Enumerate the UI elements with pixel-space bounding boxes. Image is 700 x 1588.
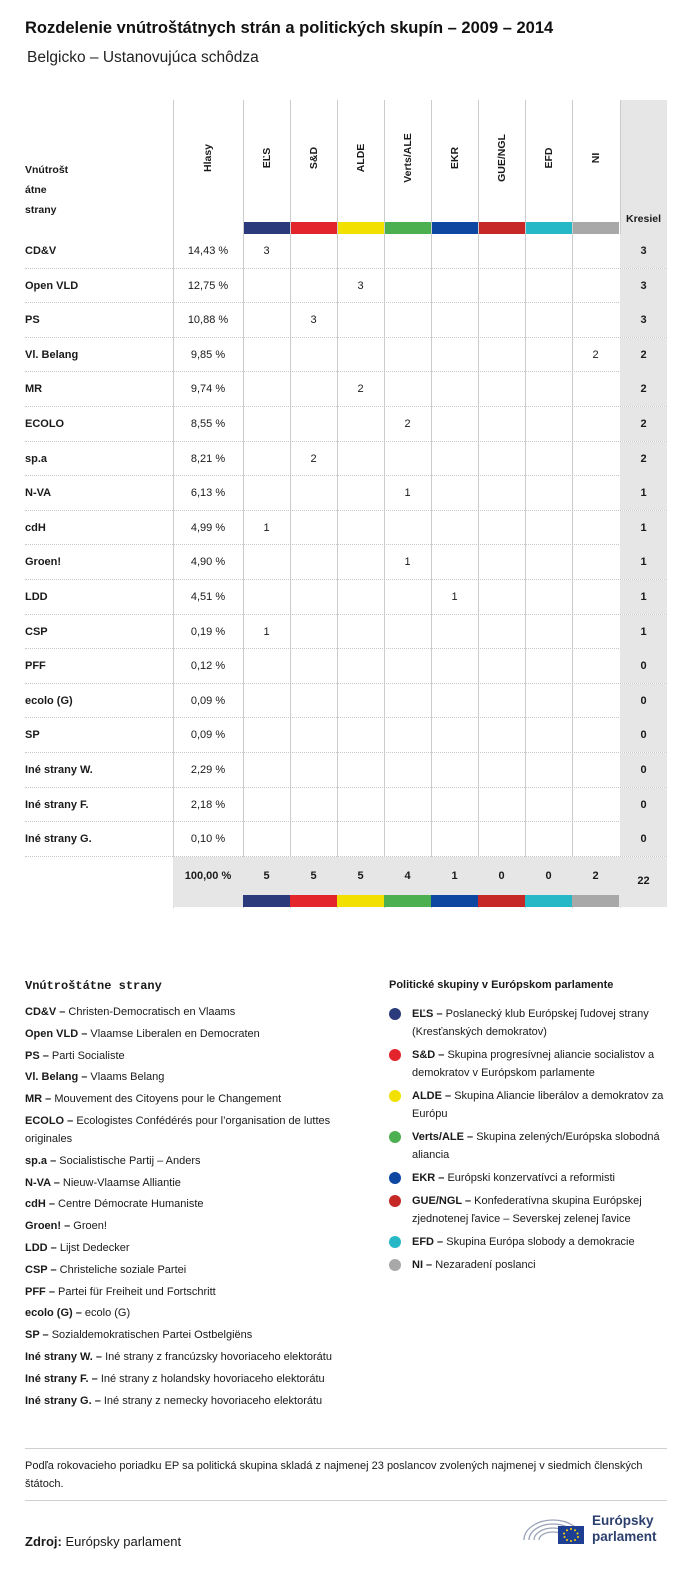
party-full-name: Parti Socialiste (51, 1049, 125, 1062)
seat-total: 0 (620, 718, 667, 752)
seat-total: 0 (620, 649, 667, 683)
group-legend-item (389, 1256, 679, 1274)
seat-cell: 2 (310, 452, 317, 465)
table-row (25, 511, 667, 546)
group-seat-total: 2 (592, 870, 599, 882)
parliament-hemicycle-icon (520, 1510, 586, 1550)
group-seat-total: 5 (357, 870, 364, 882)
group-column-header: GUE/NGL (495, 134, 508, 182)
party-name: ECOLO (25, 417, 65, 430)
party-full-name: Vlaams Belang (90, 1071, 165, 1084)
group-legend-item (389, 1128, 679, 1164)
group-abbr: EFD – (412, 1236, 444, 1248)
group-color-bar (243, 895, 290, 907)
vote-share: 14,43 % (187, 245, 229, 257)
vote-share: 12,75 % (187, 279, 229, 292)
ep-logo (520, 1510, 680, 1550)
group-legend-item (389, 1169, 679, 1187)
group-color-bar (290, 895, 337, 907)
party-name: sp.a (25, 452, 48, 465)
party-legend-item (25, 1239, 365, 1257)
party-full-name: Ecologistes Confédérés pour l’organisation de luttes originales (25, 1114, 331, 1145)
divider (25, 1500, 667, 1501)
seat-cell: 1 (451, 590, 458, 603)
groups-legend-heading: Politické skupiny v Európskom parlamente (389, 979, 614, 991)
group-abbr: EĽS – (412, 1008, 443, 1020)
party-name: PS (25, 314, 40, 327)
group-seat-total: 4 (404, 870, 411, 882)
table-row (25, 372, 667, 407)
group-color-bar (337, 222, 384, 234)
party-name: CD&V (25, 245, 57, 257)
ep-logo-text: Európsky parlament (592, 1513, 657, 1544)
group-full-name: Skupina zelených/Európska slobodná aliancia (412, 1131, 660, 1161)
group-color-bar (384, 895, 431, 907)
group-seat-total: 0 (545, 870, 552, 882)
party-abbr: PS – (25, 1049, 49, 1062)
group-color-dot-icon (389, 1049, 401, 1061)
vote-share: 4,90 % (190, 556, 226, 569)
party-legend-item (25, 1326, 365, 1344)
party-name: Vl. Belang (25, 348, 79, 361)
party-full-name: Socialistische Partij – Anders (59, 1154, 201, 1167)
group-column-header: Verts/ALE (401, 133, 414, 183)
seat-cell: 2 (404, 417, 411, 430)
group-color-dot-icon (389, 1008, 401, 1020)
seat-total: 0 (620, 753, 667, 787)
vote-share: 0,10 % (190, 833, 226, 846)
party-abbr: Iné strany F. – (25, 1372, 98, 1385)
group-abbr: EKR – (412, 1172, 445, 1184)
seat-total: 1 (620, 580, 667, 614)
party-full-name: Iné strany z nemecky hovoriaceho elektorátu (103, 1394, 323, 1407)
vote-share: 9,74 % (190, 383, 226, 396)
party-full-name: ecolo (G) (84, 1307, 131, 1320)
page-title: Rozdelenie vnútroštátnych strán a politických skupín – 2009 – 2014 (25, 19, 554, 37)
party-legend-item (25, 1090, 365, 1108)
group-seat-total: 5 (263, 870, 270, 882)
vote-share: 10,88 % (187, 314, 229, 327)
table-row (25, 649, 667, 684)
party-full-name: Christeliche soziale Partei (59, 1263, 187, 1276)
seat-total: 2 (620, 338, 667, 372)
party-abbr: LDD – (25, 1241, 57, 1254)
seat-cell: 2 (357, 383, 364, 396)
party-legend-item (25, 1283, 365, 1301)
table-row (25, 753, 667, 788)
party-abbr: CD&V – (25, 1006, 66, 1018)
party-name: Open VLD (25, 279, 79, 292)
party-abbr: Vl. Belang – (25, 1071, 88, 1084)
seat-total: 1 (620, 476, 667, 510)
party-full-name: Lijst Dedecker (59, 1241, 130, 1254)
group-color-bar (243, 222, 290, 234)
group-seat-total: 0 (498, 870, 505, 882)
group-column-header: S&D (307, 146, 320, 170)
group-column-header: NI (589, 152, 602, 164)
group-color-bar (290, 222, 337, 234)
group-color-dot-icon (389, 1259, 401, 1271)
groups-legend (389, 979, 679, 1279)
party-name: CSP (25, 625, 48, 638)
seat-total: 3 (620, 234, 667, 268)
seat-total: 1 (620, 545, 667, 579)
table-row (25, 788, 667, 823)
seat-total: 2 (620, 442, 667, 476)
party-full-name: Vlaamse Liberalen en Democraten (90, 1027, 260, 1040)
seat-cell: 3 (263, 245, 270, 257)
party-legend-item (25, 1047, 365, 1065)
party-abbr: cdH – (25, 1198, 55, 1211)
results-table (25, 100, 667, 908)
table-body (25, 234, 667, 857)
party-abbr: SP – (25, 1329, 49, 1342)
group-color-bar (572, 895, 619, 907)
group-abbr: Verts/ALE – (412, 1131, 474, 1143)
table-row (25, 615, 667, 650)
party-name: ecolo (G) (25, 694, 73, 707)
party-name: cdH (25, 521, 46, 534)
group-abbr: ALDE – (412, 1090, 452, 1102)
totals-row (173, 857, 667, 907)
group-column-header: EĽS (260, 147, 273, 169)
party-name: Iné strany W. (25, 763, 93, 776)
table-row (25, 234, 667, 269)
party-legend-item (25, 1392, 365, 1410)
party-abbr: Iné strany W. – (25, 1350, 103, 1363)
table-row (25, 269, 667, 304)
table-row (25, 822, 667, 857)
vote-share: 8,55 % (190, 417, 226, 430)
group-seat-total: 5 (310, 870, 317, 882)
group-full-name: Európski konzervatívci a reformisti (447, 1172, 615, 1184)
seat-cell: 1 (404, 487, 411, 500)
party-column-header: Vnútrošt átne strany (25, 164, 69, 216)
group-legend-item (389, 1087, 679, 1123)
group-legend-item (389, 1192, 679, 1228)
seat-total: 1 (620, 615, 667, 649)
group-color-bar (525, 895, 572, 907)
party-abbr: N-VA – (25, 1176, 60, 1189)
party-abbr: PFF – (25, 1285, 55, 1298)
seat-total: 0 (620, 822, 667, 856)
seat-total: 0 (620, 788, 667, 822)
vote-share: 0,12 % (190, 660, 226, 673)
party-full-name: Mouvement des Citoyens pour le Changement (54, 1093, 282, 1106)
party-name: N-VA (25, 487, 52, 500)
party-legend-item (25, 1217, 365, 1235)
party-abbr: Open VLD – (25, 1027, 88, 1040)
party-legend-item (25, 1174, 365, 1192)
group-color-bar (525, 222, 572, 234)
table-row (25, 407, 667, 442)
table-row (25, 684, 667, 719)
group-legend-item (389, 1233, 679, 1251)
vote-share: 4,51 % (190, 590, 226, 603)
seat-total: 3 (620, 269, 667, 303)
group-legend-item (389, 1005, 679, 1041)
group-color-bar (337, 895, 384, 907)
group-abbr: NI – (412, 1259, 433, 1271)
table-row (25, 303, 667, 338)
party-full-name: Sozialdemokratischen Partei Ostbelgiëns (51, 1329, 253, 1342)
table-row (25, 476, 667, 511)
group-full-name: Poslanecký klub Európskej ľudovej strany (Kresťanských demokratov) (412, 1008, 649, 1038)
group-abbr: S&D – (412, 1049, 445, 1061)
party-legend-item (25, 1025, 365, 1043)
party-abbr: ECOLO – (25, 1114, 74, 1127)
group-color-bar (572, 222, 619, 234)
group-color-dot-icon (389, 1131, 401, 1143)
seat-total: 2 (620, 372, 667, 406)
group-color-bar (384, 222, 431, 234)
votes-column-header: Hlasy (202, 143, 214, 173)
party-full-name: Nieuw-Vlaamse Alliantie (62, 1176, 181, 1189)
party-full-name: Partei für Freiheit und Fortschritt (58, 1285, 216, 1298)
group-full-name: Skupina Európa slobody a demokracie (446, 1236, 635, 1248)
seat-cell: 3 (310, 314, 317, 327)
vote-share: 2,29 % (190, 763, 226, 776)
seat-cell: 1 (404, 556, 411, 569)
vote-share: 6,13 % (190, 487, 226, 500)
table-row (25, 442, 667, 477)
party-full-name: Iné strany z holandsky hovoriaceho elektorátu (100, 1372, 325, 1385)
group-color-bar (478, 895, 525, 907)
party-abbr: Iné strany G. – (25, 1394, 101, 1407)
group-color-bar (431, 895, 478, 907)
party-legend-item (25, 1370, 365, 1388)
party-name: Iné strany F. (25, 798, 89, 811)
table-header (25, 100, 667, 235)
seat-cell: 3 (357, 279, 364, 292)
vote-share: 2,18 % (190, 798, 226, 811)
vote-share: 8,21 % (190, 452, 226, 465)
party-legend-item (25, 1348, 365, 1366)
seat-cell: 1 (263, 625, 270, 638)
seat-cell: 2 (592, 348, 599, 361)
seat-total: 2 (620, 407, 667, 441)
group-full-name: Skupina Aliancie liberálov a demokratov za Európu (412, 1090, 664, 1120)
group-color-dot-icon (389, 1172, 401, 1184)
party-name: Groen! (25, 556, 62, 569)
party-abbr: ecolo (G) – (25, 1307, 82, 1320)
party-legend-item (25, 1261, 365, 1279)
party-name: SP (25, 729, 40, 742)
party-abbr: Groen! – (25, 1220, 71, 1233)
seat-total: 1 (620, 511, 667, 545)
group-color-bar (431, 222, 478, 234)
group-color-dot-icon (389, 1236, 401, 1248)
group-color-dot-icon (389, 1090, 401, 1102)
page-subtitle: Belgicko – Ustanovujúca schôdza (27, 49, 259, 66)
vote-share: 0,19 % (190, 625, 226, 638)
party-name: LDD (25, 590, 48, 603)
group-legend-item (389, 1046, 679, 1082)
party-name: PFF (25, 660, 46, 673)
parties-legend (25, 979, 365, 1413)
group-color-bar (478, 222, 525, 234)
party-name: Iné strany G. (25, 833, 92, 846)
source-value: Európsky parlament (65, 1534, 182, 1549)
vote-share: 0,09 % (190, 694, 226, 707)
table-row (25, 545, 667, 580)
party-full-name: Groen! (73, 1220, 107, 1233)
parties-legend-heading: Vnútroštátne strany (25, 979, 162, 993)
divider (25, 1448, 667, 1449)
party-legend-item (25, 1068, 365, 1086)
group-color-dot-icon (389, 1195, 401, 1207)
party-full-name: Centre Démocrate Humaniste (58, 1198, 204, 1211)
group-column-header: EFD (542, 147, 555, 169)
group-abbr: GUE/NGL – (412, 1195, 472, 1207)
party-full-name: Christen-Democratisch en Vlaams (68, 1006, 236, 1018)
party-full-name: Iné strany z francúzsky hovoriaceho elektorátu (105, 1350, 332, 1363)
party-abbr: CSP – (25, 1263, 57, 1276)
vote-share: 9,85 % (190, 348, 226, 361)
group-seat-total: 1 (451, 870, 458, 882)
party-legend-item (25, 1003, 365, 1021)
footnote: Podľa rokovacieho poriadku EP sa politická skupina skladá z najmenej 23 poslancov zvolených najmenej v siedmich členských štátoch. (25, 1460, 643, 1490)
group-column-header: EKR (448, 146, 461, 170)
group-full-name: Konfederatívna skupina Európskej zjednotenej ľavice – Severskej zelenej ľavice (412, 1195, 642, 1225)
group-column-header: ALDE (354, 143, 367, 173)
party-legend-item (25, 1195, 365, 1213)
party-legend-item (25, 1112, 365, 1148)
source-label: Zdroj: (25, 1534, 62, 1549)
party-legend-item (25, 1152, 365, 1170)
party-abbr: MR – (25, 1093, 52, 1106)
table-row (25, 718, 667, 753)
table-row (25, 580, 667, 615)
vote-share: 0,09 % (190, 729, 226, 742)
seat-cell: 1 (263, 521, 270, 534)
seat-total: 0 (620, 684, 667, 718)
seat-total: 3 (620, 303, 667, 337)
group-full-name: Skupina progresívnej aliancie socialistov a demokratov v Európskom parlamente (412, 1049, 655, 1079)
total-votes: 100,00 % (184, 870, 232, 882)
party-abbr: sp.a – (25, 1154, 57, 1167)
party-legend-item (25, 1304, 365, 1322)
total-seats: 22 (637, 875, 650, 887)
seats-column-header: Kresiel (620, 100, 667, 235)
party-name: MR (25, 383, 43, 396)
vote-share: 4,99 % (190, 521, 226, 534)
source-line (25, 1534, 181, 1549)
table-row (25, 338, 667, 373)
group-full-name: Nezaradení poslanci (435, 1259, 536, 1271)
